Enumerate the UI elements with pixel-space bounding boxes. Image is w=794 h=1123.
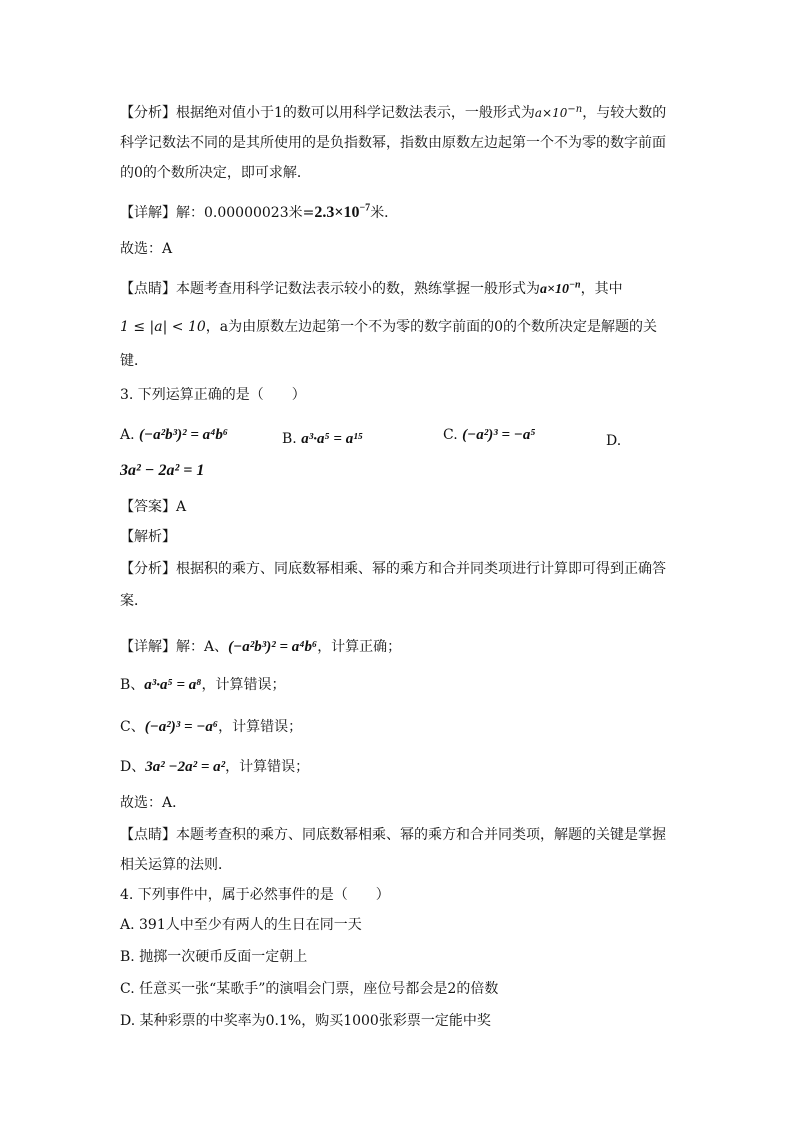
q3-option-d-math [120, 462, 204, 480]
comment-form-exp: −n [568, 279, 581, 291]
option-math: a³·a⁵ = a¹⁵ [301, 431, 363, 447]
q3-detail-a [120, 638, 401, 656]
q4-option-a: A. 391人中至少有两人的生日在同一天 [120, 917, 362, 933]
q3-analysis-head: 【解析】 [120, 529, 176, 545]
q2-comment-line1 [120, 280, 623, 299]
q2-analysis-line3: 的0的个数所决定，即可求解． [120, 165, 311, 181]
option-label: D. [606, 433, 622, 449]
q3-comment-line2: 相关运算的法则． [120, 857, 232, 873]
q3-comment-line1: 【点睛】本题考查积的乘方、同底数幂相乘、幂的乘方和合并同类项，解题的关键是掌握 [120, 827, 666, 843]
sci-form-base: a×10 [534, 106, 568, 120]
detail-math: (−a²b³)² = a⁴b⁶ [228, 639, 318, 655]
range-expression: 1 ≤ |a| < 10 [120, 319, 206, 335]
q3-option-b [282, 430, 363, 448]
q4-option-d: D. 某种彩票的中奖率为0.1%，购买1000张彩票一定能中奖 [120, 1013, 491, 1029]
text: ，a为由原数左边起第一个不为零的数字前面的0的个数所决定是解题的关 [205, 319, 658, 335]
q3-detail-d [120, 758, 309, 776]
detail-suffix: ，计算错误； [225, 759, 310, 775]
q3-analysis-line2: 案． [120, 593, 148, 609]
comment-form [540, 279, 581, 297]
q4-option-b: B. 抛掷一次硬币反面一定朝上 [120, 949, 308, 965]
detail-prefix: D、 [120, 759, 146, 775]
detail-suffix: ，计算正确； [317, 639, 402, 655]
option-label: C. [443, 427, 458, 443]
q3-detail-b [120, 676, 286, 694]
text: ，其中 [580, 281, 623, 297]
q4-option-c: C. 任意买一张“某歌手”的演唱会门票，座位号都会是2的倍数 [120, 981, 499, 997]
detail-math-base: 2.3×10 [314, 204, 360, 221]
detail-math: (−a²)³ = −a⁶ [144, 719, 219, 735]
detail-math: a³·a⁵ = a⁸ [144, 677, 202, 693]
option-label: B. [282, 431, 297, 447]
q2-analysis-line2: 科学记数法不同的是其所使用的是负指数幂，指数由原数左边起第一个不为零的数字前面 [120, 135, 666, 151]
detail-prefix: C、 [120, 719, 145, 735]
q2-choose: 故选：A [120, 241, 173, 257]
q3-detail-c [120, 718, 302, 736]
text: 【点睛】本题考查用科学记数法表示较小的数，熟练掌握一般形式为 [120, 281, 540, 297]
option-math: 3a² − 2a² = 1 [120, 462, 205, 479]
detail-suffix: ，计算错误； [218, 719, 303, 735]
detail-suffix: 米． [370, 205, 399, 221]
q3-analysis-line1: 【分析】根据积的乘方、同底数幂相乘、幂的乘方和合并同类项进行计算即可得到正确答 [120, 561, 666, 577]
q3-answer: 【答案】A [120, 499, 187, 515]
detail-suffix: ，计算错误； [201, 677, 286, 693]
detail-math: 3a² −2a² = a² [145, 759, 226, 775]
text: 的数可以用科学记数法表示，一般形式为 [282, 105, 535, 121]
q3-option-a [120, 426, 228, 444]
q3-stem: 3. 下列运算正确的是（ ） [120, 387, 306, 403]
text: ，与较大数的 [582, 105, 667, 121]
detail-prefix: 【详解】解：A、 [120, 639, 229, 655]
q2-detail [120, 204, 398, 222]
option-math: (−a²)³ = −a⁵ [462, 427, 536, 443]
option-label: A. [120, 427, 135, 443]
detail-math [314, 204, 370, 221]
detail-prefix: B、 [120, 677, 145, 693]
q2-comment-line2 [120, 318, 657, 336]
q4-stem: 4. 下列事件中，属于必然事件的是（ ） [120, 887, 390, 903]
detail-prefix: 【详解】解：0.00000023米= [120, 205, 315, 221]
comment-form-base: a×10 [540, 282, 569, 297]
q2-comment-line3: 键． [120, 353, 148, 369]
number: 1 [274, 105, 283, 121]
detail-math-exp: −7 [359, 202, 371, 214]
text: 【分析】根据绝对值小于 [120, 105, 274, 121]
q3-option-d [606, 432, 621, 450]
q3-choose: 故选：A． [120, 795, 187, 811]
sci-form [535, 106, 582, 120]
q2-analysis-line1 [120, 104, 666, 122]
sci-form-exp: −n [567, 104, 583, 115]
q3-option-c [443, 426, 536, 444]
option-math: (−a²b³)² = a⁴b⁶ [139, 427, 229, 443]
